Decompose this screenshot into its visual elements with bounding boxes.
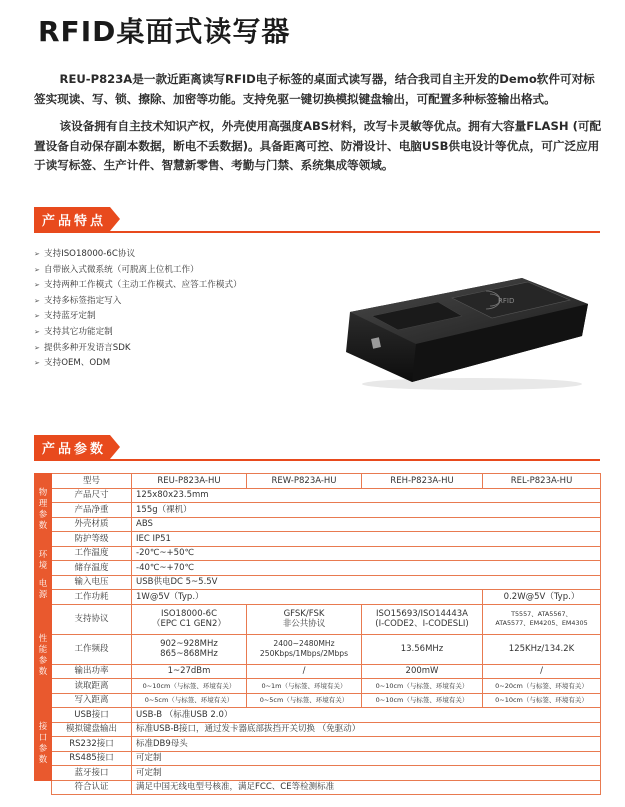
intro-text (34, 70, 602, 184)
params-divider (34, 459, 600, 461)
table-row: 输出功率 1~27dBm / 200mW / (35, 664, 601, 679)
group-environment: 环 境 (35, 546, 52, 575)
svg-text:RFID: RFID (498, 297, 515, 305)
arrow-right-icon: ➢ (34, 281, 40, 290)
table-row: RS232接口 标准DB9母头 (35, 737, 601, 752)
table-row: 物 理 参 数 型号 REU-P823A-HU REW-P823A-HU REH-P823A-HU REL-P823A-HU (35, 474, 601, 489)
table-row: 产品净重 155g（裸机） (35, 503, 601, 518)
arrow-right-icon: ➢ (34, 359, 40, 368)
list-item: ➢ 自带嵌入式微系统（可脱离上位机工作） (34, 263, 242, 279)
arrow-right-icon: ➢ (34, 327, 40, 336)
table-row: 蓝牙接口 可定制 (35, 766, 601, 781)
table-row: 性 能 参 数 支持协议 ISO18000-6C （EPC C1 GEN2） GFSK/FSK 非公共协议 ISO15693/ISO14443A (I-CODE2、I-CODESLI) T5557、ATA5567、 ATA5577、EM4205、EM4305 (35, 604, 601, 634)
table-row: 写入距离 0~5cm（与标签、环境有关） 0~5cm（与标签、环境有关） 0~10cm（与标签、环境有关） 0~10cm（与标签、环境有关） (35, 693, 601, 708)
intro-paragraph-1: REU-P823A是一款近距离读写RFID电子标签的桌面式读写器，结合我司自主开发的Demo软件可对标签实现读、写、锁、擦除、加密等功能。支持免驱一键切换模拟键盘输出，可配置多种标签输出格式。 (34, 72, 595, 106)
page-title: RFID桌面式读写器 (38, 15, 291, 48)
rfid-reader-device-image (342, 272, 592, 392)
table-row: 模拟键盘输出 标准USB-B接口，通过发卡器底部拔挡开关切换 （免驱动） (35, 722, 601, 737)
table-row: 防护等级 IEC IP51 (35, 532, 601, 547)
table-row: 符合认证 满足中国无线电型号核准，满足FCC、CE等检测标准 (35, 780, 601, 795)
features-divider (34, 231, 600, 233)
intro-paragraph-2: 该设备拥有自主技术知识产权，外壳使用高强度ABS材料，改写卡灵敏等优点。拥有大容量FLASH (可配置设备自动保存副本数据，断电不丢数据)。具备距离可控、防滑设计、电脑USB供电设计等优点，可广泛应用于读写标签、生产计件、智慧新零售、考勤与门禁、系统集成等领域。 (34, 119, 602, 172)
group-power: 电 源 (35, 575, 52, 604)
arrow-right-icon: ➢ (34, 250, 40, 258)
arrow-right-icon: ➢ (34, 265, 40, 274)
list-item: ➢ 支持ISO18000-6C协议 (34, 247, 242, 263)
features-heading: 产品特点 (34, 207, 126, 231)
params-heading: 产品参数 (34, 435, 126, 459)
list-item: ➢ 支持多标签指定写入 (34, 294, 242, 310)
table-row: 产品尺寸 125x80x23.5mm (35, 488, 601, 503)
group-performance: 性 能 参 数 (35, 604, 52, 708)
list-item: ➢ 提供多种开发语言SDK (34, 341, 242, 357)
table-row: 读取距离 0~10cm（与标签、环境有关） 0~1m（与标签、环境有关） 0~10cm（与标签、环境有关） 0~20cm（与标签、环境有关） (35, 679, 601, 694)
list-item: ➢ 支持蓝牙定制 (34, 309, 242, 325)
arrow-right-icon: ➢ (34, 312, 40, 321)
table-row: 工作功耗 1W@5V（Typ.） 0.2W@5V（Typ.） (35, 590, 601, 605)
group-physical: 物 理 参 数 (35, 474, 52, 547)
table-row: 电 源 输入电压 USB供电DC 5~5.5V (35, 575, 601, 590)
table-row: RS485接口 可定制 (35, 751, 601, 766)
table-row: 环 境 工作温度 -20℃~+50℃ (35, 546, 601, 561)
table-row: 接 口 参 数 USB接口 USB-B （标准USB 2.0） (35, 708, 601, 723)
arrow-right-icon: ➢ (34, 343, 40, 352)
table-row: 外壳材质 ABS (35, 517, 601, 532)
table-row: 储存温度 -40℃~+70℃ (35, 561, 601, 576)
features-list (34, 247, 242, 372)
list-item: ➢ 支持OEM、ODM (34, 356, 242, 372)
group-interface: 接 口 参 数 (35, 708, 52, 781)
list-item: ➢ 支持两种工作模式（主动工作模式、应答工作模式） (34, 278, 242, 294)
list-item: ➢ 支持其它功能定制 (34, 325, 242, 341)
table-row: 工作频段 902~928MHz 865~868MHz 2400~2480MHz 250Kbps/1Mbps/2Mbps 13.56MHz 125KHz/134.2K (35, 634, 601, 664)
arrow-right-icon: ➢ (34, 296, 40, 305)
spec-table (34, 473, 601, 795)
